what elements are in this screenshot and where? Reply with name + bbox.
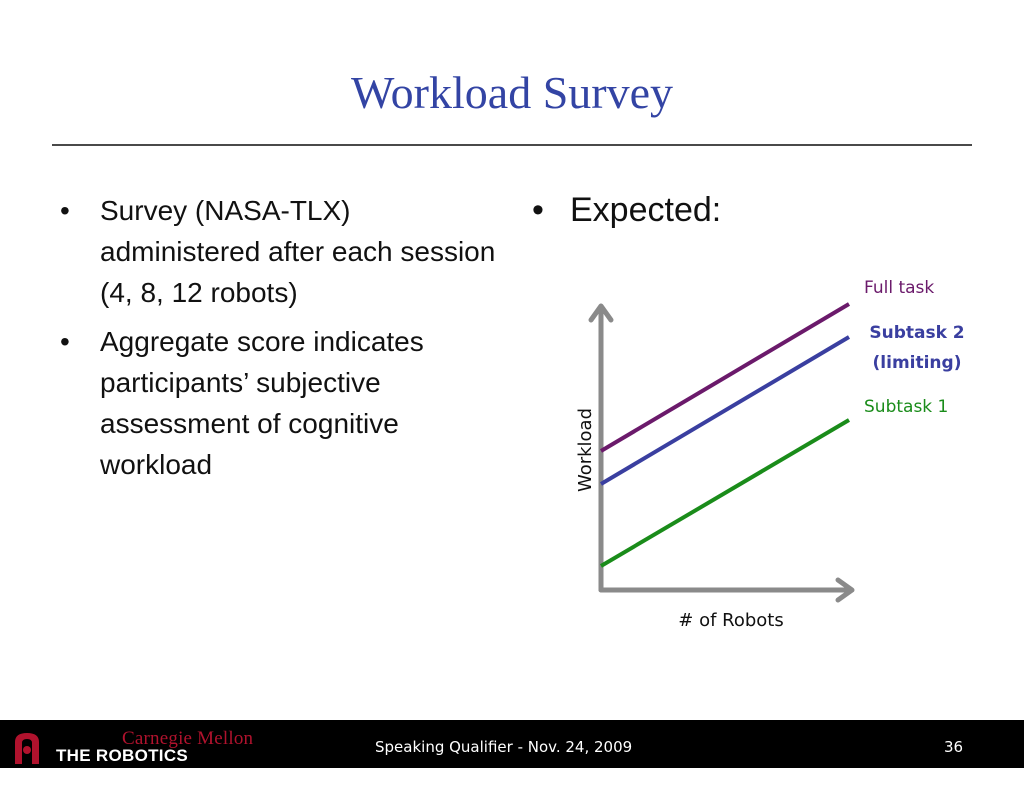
slide-title: Workload Survey bbox=[350, 67, 674, 118]
legend-label-subtask-2-line1: Subtask 2 bbox=[869, 323, 965, 343]
robotics-institute-icon bbox=[10, 730, 44, 764]
legend-label-subtask-1: Subtask 1 bbox=[864, 397, 949, 417]
cmu-ri-logo bbox=[8, 728, 268, 785]
logo-institute-name: THE ROBOTICS INSTITUTE bbox=[56, 746, 189, 785]
bullet-text: Aggregate score indicates participants’ subjective assessment of cognitive workload bbox=[100, 326, 424, 480]
page-number: 36 bbox=[944, 738, 964, 756]
footer-caption: Speaking Qualifier - Nov. 24, 2009 bbox=[375, 738, 633, 756]
bullet-text: Expected: bbox=[570, 191, 722, 229]
legend-label-subtask-2-line2: (limiting) bbox=[872, 353, 962, 373]
y-axis-label: Workload bbox=[575, 407, 596, 493]
bullet-marker: • bbox=[60, 326, 70, 357]
bullet-text: Survey (NASA-TLX) administered after each session (4, 8, 12 robots) bbox=[100, 195, 496, 308]
footer-bar bbox=[0, 720, 1024, 785]
bullet-marker: • bbox=[60, 195, 70, 226]
series-line-subtask-1 bbox=[601, 420, 849, 566]
bullet-marker: • bbox=[532, 191, 544, 229]
series-line-subtask-2 bbox=[601, 337, 849, 484]
legend-label-full-task: Full task bbox=[864, 278, 935, 298]
series-line-full-task bbox=[601, 304, 849, 451]
x-axis-label: # of Robots bbox=[678, 610, 784, 631]
logo-university-name: Carnegie Mellon bbox=[122, 728, 254, 749]
